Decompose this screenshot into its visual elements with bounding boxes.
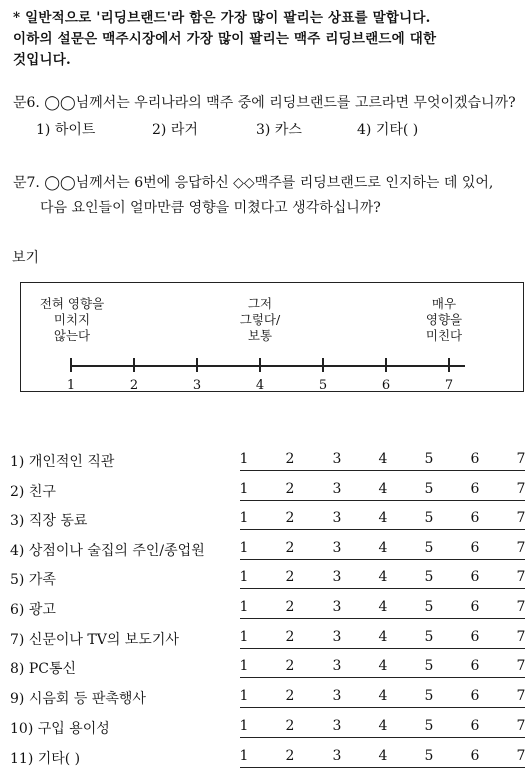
anchor-mid-line: 그렇다/ (239, 312, 281, 327)
item-label: 6) 광고 (10, 602, 56, 618)
rating-underline (240, 500, 525, 501)
rating-option-2[interactable]: 2 (285, 510, 295, 526)
rating-option-4[interactable]: 4 (378, 569, 388, 585)
question-6: 문6. ◯◯님께서는 우리나라의 맥주 중에 리딩브랜드를 고르라면 무엇이겠습니까? (13, 95, 516, 111)
rating-option-4[interactable]: 4 (378, 599, 388, 615)
rating-underline (240, 588, 525, 589)
rating-option-1[interactable]: 1 (239, 481, 249, 497)
rating-option-3[interactable]: 3 (332, 540, 342, 556)
rating-option-6[interactable]: 6 (470, 748, 480, 764)
scale-anchor-left (32, 296, 112, 344)
rating-option-1[interactable]: 1 (239, 569, 249, 585)
rating-option-4[interactable]: 4 (378, 451, 388, 467)
rating-option-2[interactable]: 2 (285, 481, 295, 497)
scale-anchor-mid (230, 296, 290, 344)
rating-option-7[interactable]: 7 (516, 510, 526, 526)
scale-tick (385, 358, 387, 372)
rating-option-1[interactable]: 1 (239, 629, 249, 645)
rating-underline (240, 618, 525, 619)
q6-option-3[interactable]: 3) 카스 (256, 122, 302, 138)
item-label: 8) PC통신 (10, 661, 76, 677)
rating-option-7[interactable]: 7 (516, 718, 526, 734)
item-label: 9) 시음회 등 판촉행사 (10, 691, 146, 707)
q6-option-2[interactable]: 2) 라거 (152, 122, 198, 138)
rating-option-3[interactable]: 3 (332, 718, 342, 734)
rating-option-5[interactable]: 5 (424, 688, 434, 704)
rating-option-2[interactable]: 2 (285, 599, 295, 615)
rating-option-7[interactable]: 7 (516, 748, 526, 764)
scale-anchor-right (414, 296, 474, 344)
rating-option-3[interactable]: 3 (332, 510, 342, 526)
anchor-right-line: 미친다 (425, 328, 463, 343)
intro-line-3: 것입니다. (13, 52, 71, 68)
rating-option-3[interactable]: 3 (332, 748, 342, 764)
rating-option-6[interactable]: 6 (470, 688, 480, 704)
rating-underline (240, 677, 525, 678)
scale-tick (196, 358, 198, 372)
rating-option-6[interactable]: 6 (470, 540, 480, 556)
rating-option-1[interactable]: 1 (239, 688, 249, 704)
rating-option-7[interactable]: 7 (516, 599, 526, 615)
rating-option-5[interactable]: 5 (424, 451, 434, 467)
rating-option-2[interactable]: 2 (285, 718, 295, 734)
intro-line-1: * 일반적으로 '리딩브랜드'라 함은 가장 많이 팔리는 상표를 말합니다. (13, 10, 431, 26)
anchor-left-line: 전혀 영향을 (39, 296, 105, 311)
anchor-right-line: 매우 (431, 296, 457, 311)
rating-option-5[interactable]: 5 (424, 629, 434, 645)
rating-option-4[interactable]: 4 (378, 658, 388, 674)
rating-option-7[interactable]: 7 (516, 569, 526, 585)
rating-option-2[interactable]: 2 (285, 748, 295, 764)
rating-underline (240, 648, 525, 649)
scale-point-5: 5 (318, 378, 328, 393)
rating-option-1[interactable]: 1 (239, 718, 249, 734)
anchor-right-line: 영향을 (425, 312, 463, 327)
rating-option-6[interactable]: 6 (470, 718, 480, 734)
scale-tick (322, 358, 324, 372)
rating-option-4[interactable]: 4 (378, 688, 388, 704)
rating-option-7[interactable]: 7 (516, 540, 526, 556)
item-label: 2) 친구 (10, 484, 56, 500)
rating-option-6[interactable]: 6 (470, 481, 480, 497)
rating-option-3[interactable]: 3 (332, 569, 342, 585)
scale-point-6: 6 (381, 378, 391, 393)
rating-option-7[interactable]: 7 (516, 658, 526, 674)
example-label: 보기 (12, 250, 40, 266)
rating-option-4[interactable]: 4 (378, 510, 388, 526)
rating-option-5[interactable]: 5 (424, 569, 434, 585)
item-label: 4) 상점이나 술집의 주인/종업원 (10, 543, 205, 559)
rating-option-4[interactable]: 4 (378, 748, 388, 764)
rating-option-1[interactable]: 1 (239, 451, 249, 467)
rating-option-2[interactable]: 2 (285, 451, 295, 467)
intro-line-2: 이하의 설문은 맥주시장에서 가장 많이 팔리는 맥주 리딩브랜드에 대한 (13, 31, 437, 47)
scale-point-1: 1 (66, 378, 76, 393)
scale-tick (448, 358, 450, 372)
item-label: 7) 신문이나 TV의 보도기사 (10, 632, 179, 648)
scale-point-3: 3 (192, 378, 202, 393)
rating-option-5[interactable]: 5 (424, 748, 434, 764)
rating-option-5[interactable]: 5 (424, 658, 434, 674)
item-label: 1) 개인적인 직관 (10, 454, 115, 470)
rating-underline (240, 737, 525, 738)
rating-option-3[interactable]: 3 (332, 599, 342, 615)
item-label: 3) 직장 동료 (10, 513, 88, 529)
rating-option-4[interactable]: 4 (378, 718, 388, 734)
rating-option-2[interactable]: 2 (285, 629, 295, 645)
rating-option-2[interactable]: 2 (285, 569, 295, 585)
q6-option-1[interactable]: 1) 하이트 (36, 122, 96, 138)
rating-option-1[interactable]: 1 (239, 658, 249, 674)
rating-option-5[interactable]: 5 (424, 510, 434, 526)
rating-option-7[interactable]: 7 (516, 688, 526, 704)
rating-option-4[interactable]: 4 (378, 629, 388, 645)
rating-underline (240, 470, 525, 471)
rating-option-3[interactable]: 3 (332, 629, 342, 645)
question-7-line-2: 다음 요인들이 얼마만큼 영향을 미쳤다고 생각하십니까? (40, 200, 381, 216)
rating-option-6[interactable]: 6 (470, 569, 480, 585)
rating-option-6[interactable]: 6 (470, 599, 480, 615)
rating-option-2[interactable]: 2 (285, 688, 295, 704)
question-7-line-1: 문7. ◯◯님께서는 6번에 응답하신 ◇◇맥주를 리딩브랜드로 인지하는 데 있어, (13, 175, 494, 191)
rating-option-2[interactable]: 2 (285, 540, 295, 556)
rating-option-4[interactable]: 4 (378, 540, 388, 556)
anchor-left-line: 않는다 (53, 328, 91, 343)
rating-option-2[interactable]: 2 (285, 658, 295, 674)
rating-option-1[interactable]: 1 (239, 540, 249, 556)
rating-option-1[interactable]: 1 (239, 510, 249, 526)
rating-option-3[interactable]: 3 (332, 688, 342, 704)
scale-tick (133, 358, 135, 372)
rating-option-3[interactable]: 3 (332, 658, 342, 674)
rating-underline (240, 529, 525, 530)
rating-underline (240, 707, 525, 708)
anchor-mid-line: 보통 (247, 328, 273, 343)
rating-option-6[interactable]: 6 (470, 658, 480, 674)
rating-option-4[interactable]: 4 (378, 481, 388, 497)
scale-point-2: 2 (129, 378, 139, 393)
rating-option-1[interactable]: 1 (239, 599, 249, 615)
rating-option-7[interactable]: 7 (516, 481, 526, 497)
rating-option-7[interactable]: 7 (516, 451, 526, 467)
rating-option-5[interactable]: 5 (424, 540, 434, 556)
scale-tick (70, 358, 72, 372)
item-label: 5) 가족 (10, 572, 56, 588)
rating-option-6[interactable]: 6 (470, 629, 480, 645)
rating-option-5[interactable]: 5 (424, 718, 434, 734)
rating-option-1[interactable]: 1 (239, 748, 249, 764)
rating-underline (240, 559, 525, 560)
rating-option-6[interactable]: 6 (470, 451, 480, 467)
scale-tick (259, 358, 261, 372)
anchor-left-line: 미치지 (53, 312, 91, 327)
anchor-mid-line: 그저 (247, 296, 273, 311)
q6-option-4[interactable]: 4) 기타( ) (357, 122, 419, 138)
item-label: 11) 기타( ) (10, 751, 81, 767)
scale-point-4: 4 (255, 378, 265, 393)
rating-option-5[interactable]: 5 (424, 481, 434, 497)
scale-point-7: 7 (444, 378, 454, 393)
item-label: 10) 구입 용이성 (10, 721, 110, 737)
rating-option-3[interactable]: 3 (332, 451, 342, 467)
rating-underline (240, 767, 525, 768)
rating-option-5[interactable]: 5 (424, 599, 434, 615)
rating-option-3[interactable]: 3 (332, 481, 342, 497)
rating-option-7[interactable]: 7 (516, 629, 526, 645)
scale-axis (70, 365, 465, 367)
rating-option-6[interactable]: 6 (470, 510, 480, 526)
